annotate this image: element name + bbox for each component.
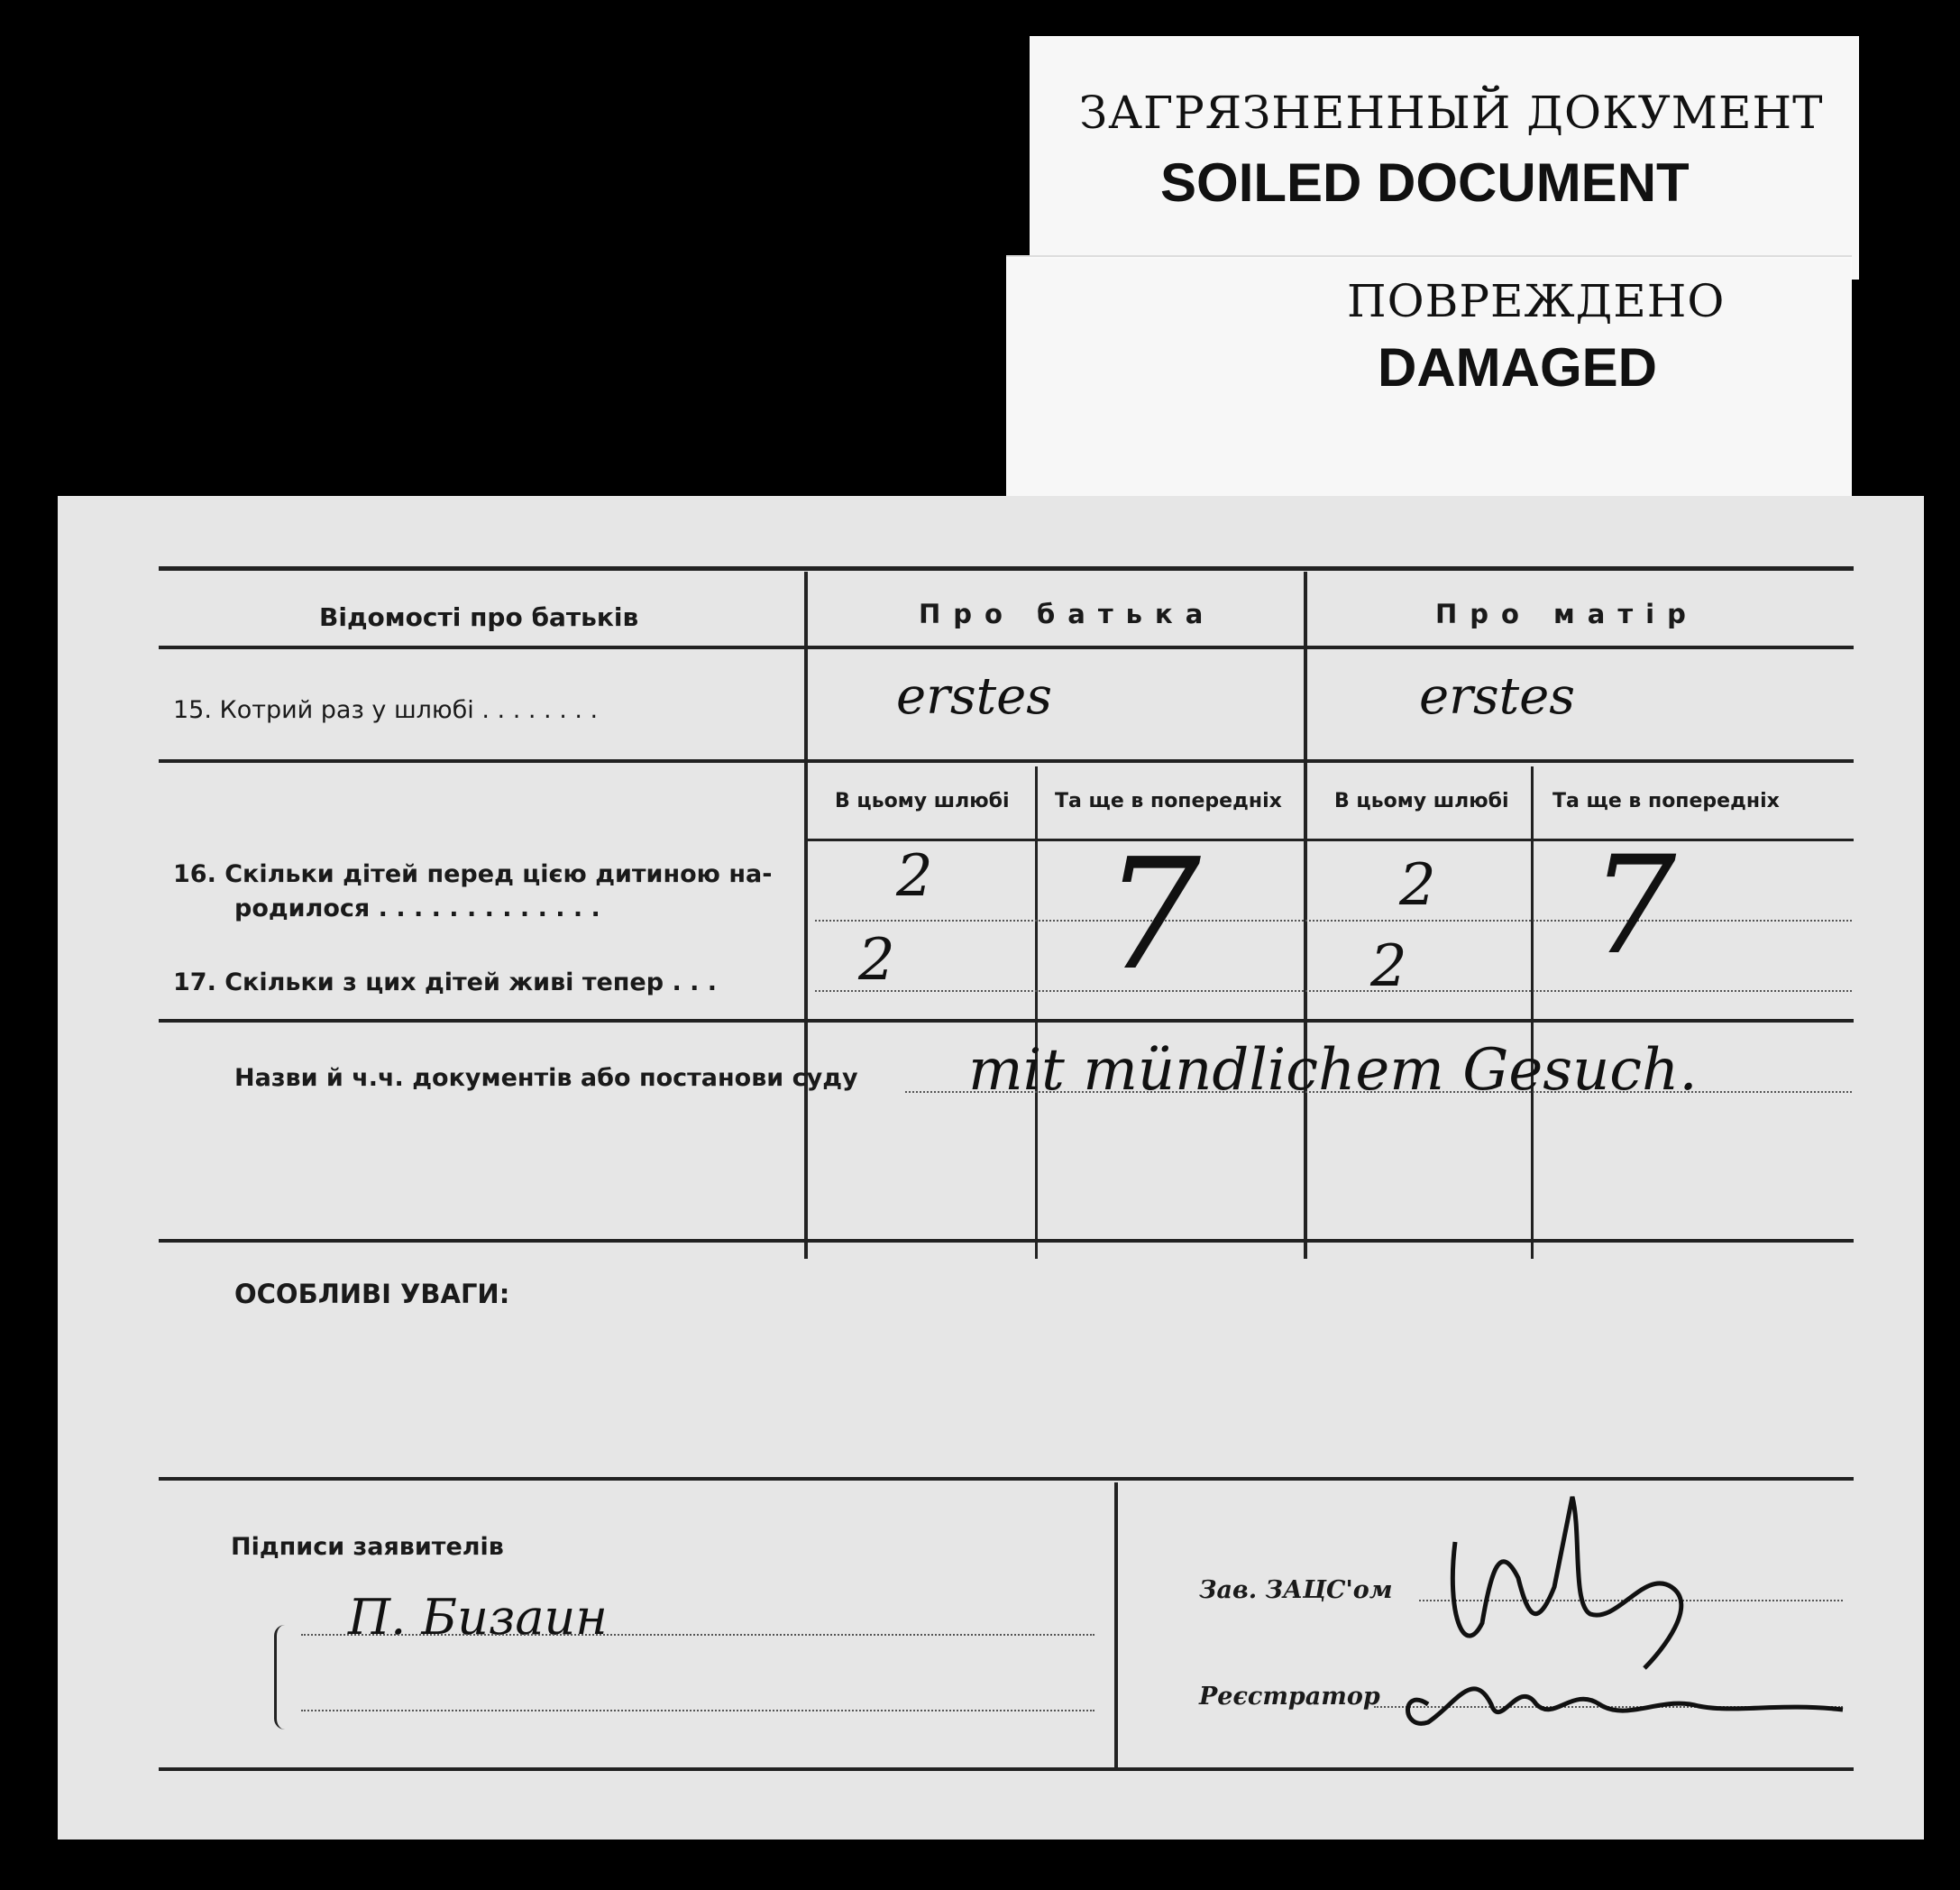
- applicant-brace: [274, 1625, 288, 1729]
- damaged-label-en: DAMAGED: [1378, 337, 1657, 398]
- signatures-divider: [1114, 1482, 1118, 1767]
- header-about-father: Про батька: [919, 599, 1216, 629]
- registry-form-sheet: [58, 496, 1924, 1840]
- row-16-mother-this-value: 2: [1399, 852, 1436, 919]
- soiled-label-en: SOILED DOCUMENT: [1160, 152, 1690, 213]
- applicants-signatures-label: Підписи заявителів: [231, 1533, 504, 1561]
- row-15-mother-value: erstes: [1419, 667, 1576, 726]
- header-bottom-rule: [159, 646, 1854, 649]
- applicant-signature-line-1: [301, 1634, 1094, 1636]
- applicant-signature-line-2: [301, 1710, 1094, 1711]
- damaged-label-ru: ПОВРЕЖДЕНО: [1347, 275, 1726, 327]
- subheader-bottom-rule: [808, 839, 1854, 841]
- special-notes-label: ОСОБЛИВІ УВАГИ:: [234, 1279, 510, 1309]
- applicant-signature: П. Бизаин: [348, 1589, 608, 1646]
- row-16-father-this-value: 2: [896, 843, 933, 910]
- documents-label: Назви й ч.ч. документів або постанови суду: [234, 1064, 858, 1092]
- documents-value: mit mündlichem Gesuch.: [968, 1037, 1698, 1104]
- row-15-bottom-rule: [159, 759, 1854, 763]
- row-17-mother-this-value: 2: [1370, 933, 1407, 1000]
- head-of-registry-label: Зав. ЗАЦС'ом: [1199, 1576, 1393, 1604]
- row-17-bottom-rule: [159, 1019, 1854, 1023]
- registrar-signature-scribble: [1392, 1650, 1861, 1758]
- mother-previous-value: 7: [1590, 828, 1677, 985]
- row-17-dotted-line: [815, 990, 1852, 992]
- row-16-label-line2: родилося . . . . . . . . . . . . .: [234, 895, 600, 922]
- row-15-label: 15. Котрий раз у шлюбі . . . . . . . .: [173, 696, 599, 724]
- form-bottom-rule: [159, 1767, 1854, 1771]
- header-top-rule: [159, 566, 1854, 571]
- mother-this-marriage-header: В цьому шлюбі: [1334, 790, 1509, 812]
- soiled-document-label: [1030, 36, 1859, 280]
- row-17-label: 17. Скільки з цих дітей живі тепер . . .: [173, 968, 718, 996]
- father-previous-value: 7: [1104, 826, 1202, 1005]
- row-15-father-value: erstes: [896, 667, 1053, 726]
- father-this-marriage-header: В цьому шлюбі: [835, 790, 1010, 812]
- column-divider-mother: [1304, 572, 1307, 1259]
- documents-bottom-rule: [159, 1239, 1854, 1243]
- registrar-label: Реєстратор: [1199, 1683, 1380, 1711]
- row-16-label-line1: 16. Скільки дітей перед цією дитиною на-: [173, 860, 773, 888]
- header-parents-info: Відомості про батьків: [319, 602, 639, 632]
- header-about-mother: Про матір: [1435, 599, 1699, 629]
- soiled-label-ru: ЗАГРЯЗНЕННЫЙ ДОКУМЕНТ: [1079, 87, 1824, 139]
- mother-previous-header: Та ще в попередніх: [1552, 790, 1780, 812]
- father-previous-header: Та ще в попередніх: [1055, 790, 1282, 812]
- row-16-dotted-line: [815, 920, 1852, 922]
- column-divider-father: [804, 572, 808, 1259]
- row-17-father-this-value: 2: [858, 927, 895, 994]
- damaged-label: [1006, 255, 1852, 502]
